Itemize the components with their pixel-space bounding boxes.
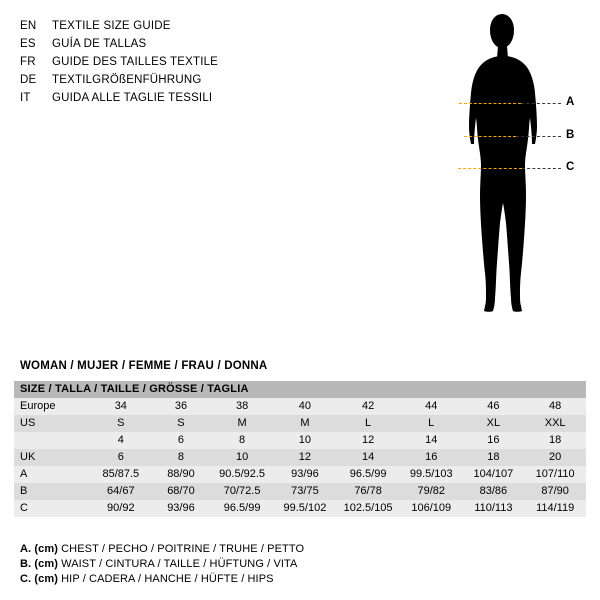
table-row [14, 500, 586, 517]
row-label: Europe [20, 400, 56, 412]
female-silhouette-icon [430, 10, 590, 375]
legend-text-fr: GUIDE DES TAILLES TEXTILE [52, 56, 219, 68]
cell: 4 [117, 434, 124, 446]
cell: 18 [487, 451, 500, 463]
cell: 96.5/99 [349, 468, 387, 480]
legend-code-fr: FR [20, 56, 36, 68]
footnote-text-a: CHEST / PECHO / POITRINE / TRUHE / PETTO [61, 543, 305, 555]
legend-row-en [20, 18, 320, 34]
table-row [14, 432, 586, 449]
cell: S [117, 417, 125, 429]
row-label: US [20, 417, 36, 429]
measure-line-b [464, 136, 516, 137]
legend-text-es: GUÍA DE TALLAS [52, 38, 147, 50]
footnote-a [20, 542, 304, 557]
table-row [14, 398, 586, 415]
cell: 99.5/103 [409, 468, 453, 480]
legend-code-es: ES [20, 38, 36, 50]
body-figure [430, 10, 590, 375]
cell: 10 [298, 434, 312, 446]
measurement-footnotes [20, 542, 304, 587]
table-header-label: SIZE / TALLA / TAILLE / GRÖSSE / TAGLIA [14, 381, 586, 398]
row-label: C [20, 502, 28, 514]
legend-code-en: EN [20, 20, 37, 32]
measure-line-a [459, 103, 521, 104]
footnote-key-b: B. (cm) [20, 558, 58, 570]
cell: M [300, 417, 310, 429]
cell: 20 [549, 451, 562, 463]
cell: 8 [177, 451, 185, 463]
cell: 12 [361, 434, 375, 446]
table-header-row [14, 381, 586, 398]
cell: 102.5/105 [343, 502, 393, 514]
cell: 10 [235, 451, 249, 463]
cell: 88/90 [167, 468, 195, 480]
language-legend [20, 18, 320, 108]
cell: 34 [114, 400, 127, 412]
cell: L [428, 417, 435, 429]
cell: 42 [361, 400, 375, 412]
measure-label-b: B [566, 129, 575, 141]
section-heading-woman: WOMAN / MUJER / FEMME / FRAU / DONNA [20, 360, 268, 372]
cell: 36 [174, 400, 188, 412]
footnote-text-c: HIP / CADERA / HANCHE / HÜFTE / HIPS [61, 573, 274, 585]
legend-text-it: GUIDA ALLE TAGLIE TESSILI [52, 92, 213, 104]
table-row [14, 483, 586, 500]
measure-leader-a [521, 103, 561, 104]
cell: 79/82 [417, 485, 445, 497]
size-table [14, 381, 586, 517]
cell: 8 [239, 434, 246, 446]
cell: 90.5/92.5 [219, 468, 266, 480]
cell: 93/96 [291, 468, 319, 480]
cell: 38 [235, 400, 249, 412]
cell: 85/87.5 [102, 468, 140, 480]
legend-row-es [20, 36, 320, 52]
cell: 48 [549, 400, 562, 412]
legend-code-de: DE [20, 74, 37, 86]
footnote-key-c: C. (cm) [20, 573, 58, 585]
cell: 107/110 [535, 468, 575, 480]
cell: 93/96 [167, 502, 195, 514]
cell: M [237, 417, 247, 429]
cell: 76/78 [354, 485, 382, 497]
cell: 40 [298, 400, 312, 412]
table-row [14, 415, 586, 432]
cell: 96.5/99 [223, 502, 261, 514]
cell: S [177, 417, 185, 429]
cell: XL [486, 417, 501, 429]
cell: 6 [117, 451, 124, 463]
cell: 110/113 [474, 502, 513, 514]
cell: 18 [549, 434, 562, 446]
legend-row-it [20, 90, 320, 106]
cell: 68/70 [167, 485, 195, 497]
legend-text-en: TEXTILE SIZE GUIDE [52, 20, 171, 32]
measure-label-a: A [566, 96, 575, 108]
legend-row-de [20, 72, 320, 88]
legend-row-fr [20, 54, 320, 70]
footnote-key-a: A. (cm) [20, 543, 58, 555]
cell: 73/75 [291, 485, 319, 497]
cell: 14 [361, 451, 375, 463]
cell: XXL [544, 417, 566, 429]
cell: 64/67 [107, 485, 135, 497]
cell: 106/109 [411, 502, 452, 514]
cell: 16 [425, 451, 438, 463]
cell: 46 [487, 400, 500, 412]
measure-line-c [458, 168, 522, 169]
cell: 6 [177, 434, 185, 446]
row-label: UK [20, 451, 36, 463]
cell: 114/119 [536, 502, 575, 514]
measure-leader-c [522, 168, 561, 169]
table-row [14, 449, 586, 466]
cell: L [365, 417, 372, 429]
cell: 14 [425, 434, 438, 446]
cell: 83/86 [479, 485, 508, 497]
row-label: A [20, 468, 28, 480]
footnote-b [20, 557, 304, 572]
cell: 87/90 [541, 485, 569, 497]
cell: 90/92 [107, 502, 135, 514]
footnote-text-b: WAIST / CINTURA / TAILLE / HÜFTUNG / VITA [61, 558, 298, 570]
row-label [14, 432, 90, 449]
cell: 104/107 [473, 468, 514, 480]
legend-text-de: TEXTILGRÖßENFÜHRUNG [52, 74, 202, 86]
cell: 99.5/102 [283, 502, 327, 514]
row-label: B [20, 485, 28, 497]
cell: 12 [298, 451, 312, 463]
cell: 16 [487, 434, 500, 446]
measure-label-c: C [566, 161, 575, 173]
legend-code-it: IT [20, 92, 31, 104]
measure-leader-b [516, 136, 561, 137]
cell: 70/72.5 [223, 485, 261, 497]
footnote-c [20, 572, 304, 587]
table-row [14, 466, 586, 483]
cell: 44 [425, 400, 438, 412]
